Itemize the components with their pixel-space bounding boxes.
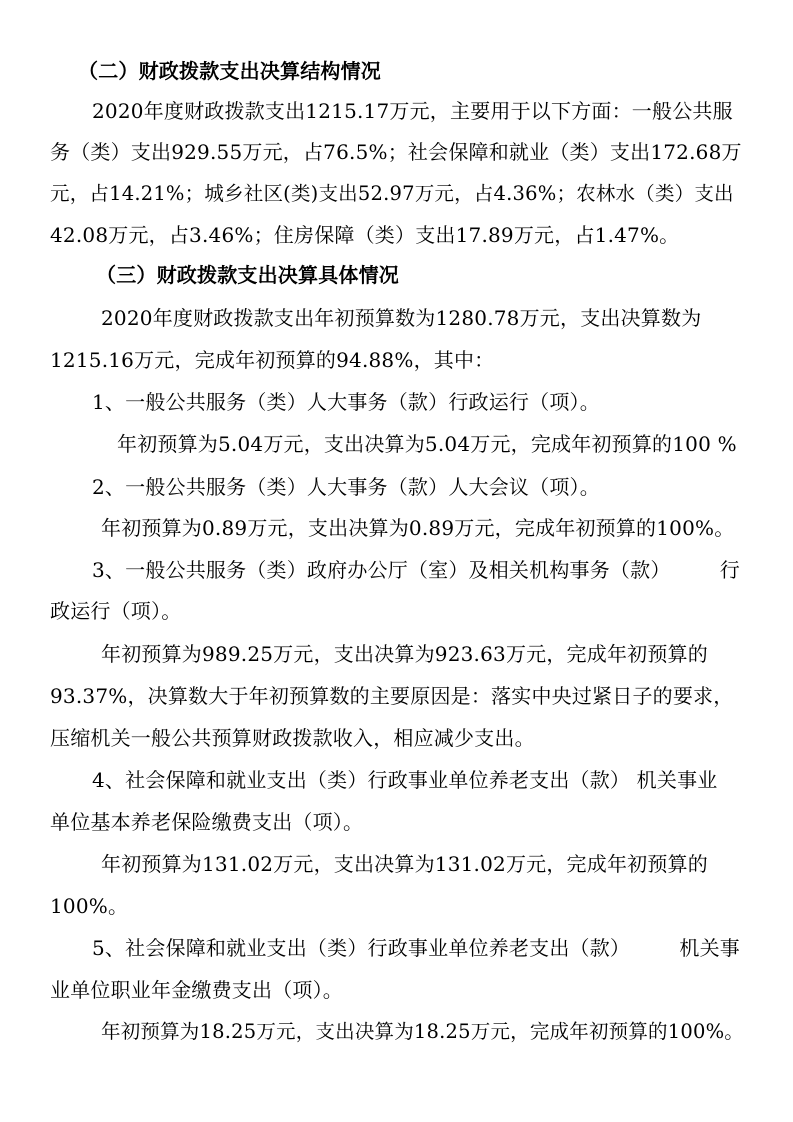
section-heading-structure: （二）财政拨款支出决算结构情况 (78, 59, 381, 83)
item-title-5-tail: 机关事 (679, 936, 740, 960)
item-detail-1: 年初预算为5.04万元，支出决算为5.04万元，完成年初预算的100 % (117, 432, 737, 456)
item-title-2: 2、一般公共服务（类）人大事务（款）人大会议（项）。 (92, 475, 600, 499)
item-detail-2: 年初预算为0.89万元，支出决算为0.89万元，完成年初预算的100%。 (101, 516, 735, 540)
item-title-4-continued: 单位基本养老保险缴费支出（项）。 (50, 810, 364, 834)
paragraph-line: 元，占14.21%；城乡社区(类)支出52.97万元，占4.36%；农林水（类）支出 (50, 182, 734, 205)
item-detail-3: 年初预算为989.25万元，支出决算为923.63万元，完成年初预算的 (101, 642, 708, 666)
section-heading-details: （三）财政拨款支出决算具体情况 (96, 263, 399, 287)
item-title-5-continued: 业单位职业年金缴费支出（项）。 (50, 978, 343, 1002)
paragraph-line: 93.37%，决算数大于年初预算数的主要原因是：落实中央过紧日子的要求， (50, 684, 734, 708)
item-title-5 (92, 936, 740, 960)
paragraph-line: 100%。 (50, 894, 129, 918)
item-title-3 (92, 558, 740, 582)
paragraph-line: 1215.16万元，完成年初预算的94.88%，其中： (50, 348, 495, 372)
item-title-1: 1、一般公共服务（类）人大事务（款）行政运行（项）。 (92, 390, 600, 414)
paragraph-line: 务（类）支出929.55万元，占76.5%；社会保障和就业（类）支出172.68万 (50, 140, 742, 164)
paragraph-line: 42.08万元，占3.46%；住房保障（类）支出17.89万元，占1.47%。 (50, 223, 680, 247)
item-detail-5: 年初预算为18.25万元，支出决算为18.25万元，完成年初预算的100%。 (101, 1020, 744, 1043)
item-title-3-continued: 政运行（项）。 (50, 599, 182, 623)
item-title-3-main: 3、一般公共服务（类）政府办公厅（室）及相关机构事务（款） (92, 558, 671, 582)
item-title-5-main: 5、社会保障和就业支出（类）行政事业单位养老支出（款） (92, 936, 631, 960)
paragraph-line: 2020年度财政拨款支出1215.17万元，主要用于以下方面：一般公共服 (92, 99, 733, 123)
item-title-4: 4、社会保障和就业支出（类）行政事业单位养老支出（款） 机关事业 (92, 768, 718, 792)
paragraph-line: 2020年度财政拨款支出年初预算数为1280.78万元，支出决算数为 (101, 306, 702, 330)
item-title-3-tail: 行 (719, 558, 740, 582)
paragraph-line: 压缩机关一般公共预算财政拨款收入，相应减少支出。 (50, 726, 535, 750)
item-detail-4: 年初预算为131.02万元，支出决算为131.02万元，完成年初预算的 (101, 852, 708, 876)
